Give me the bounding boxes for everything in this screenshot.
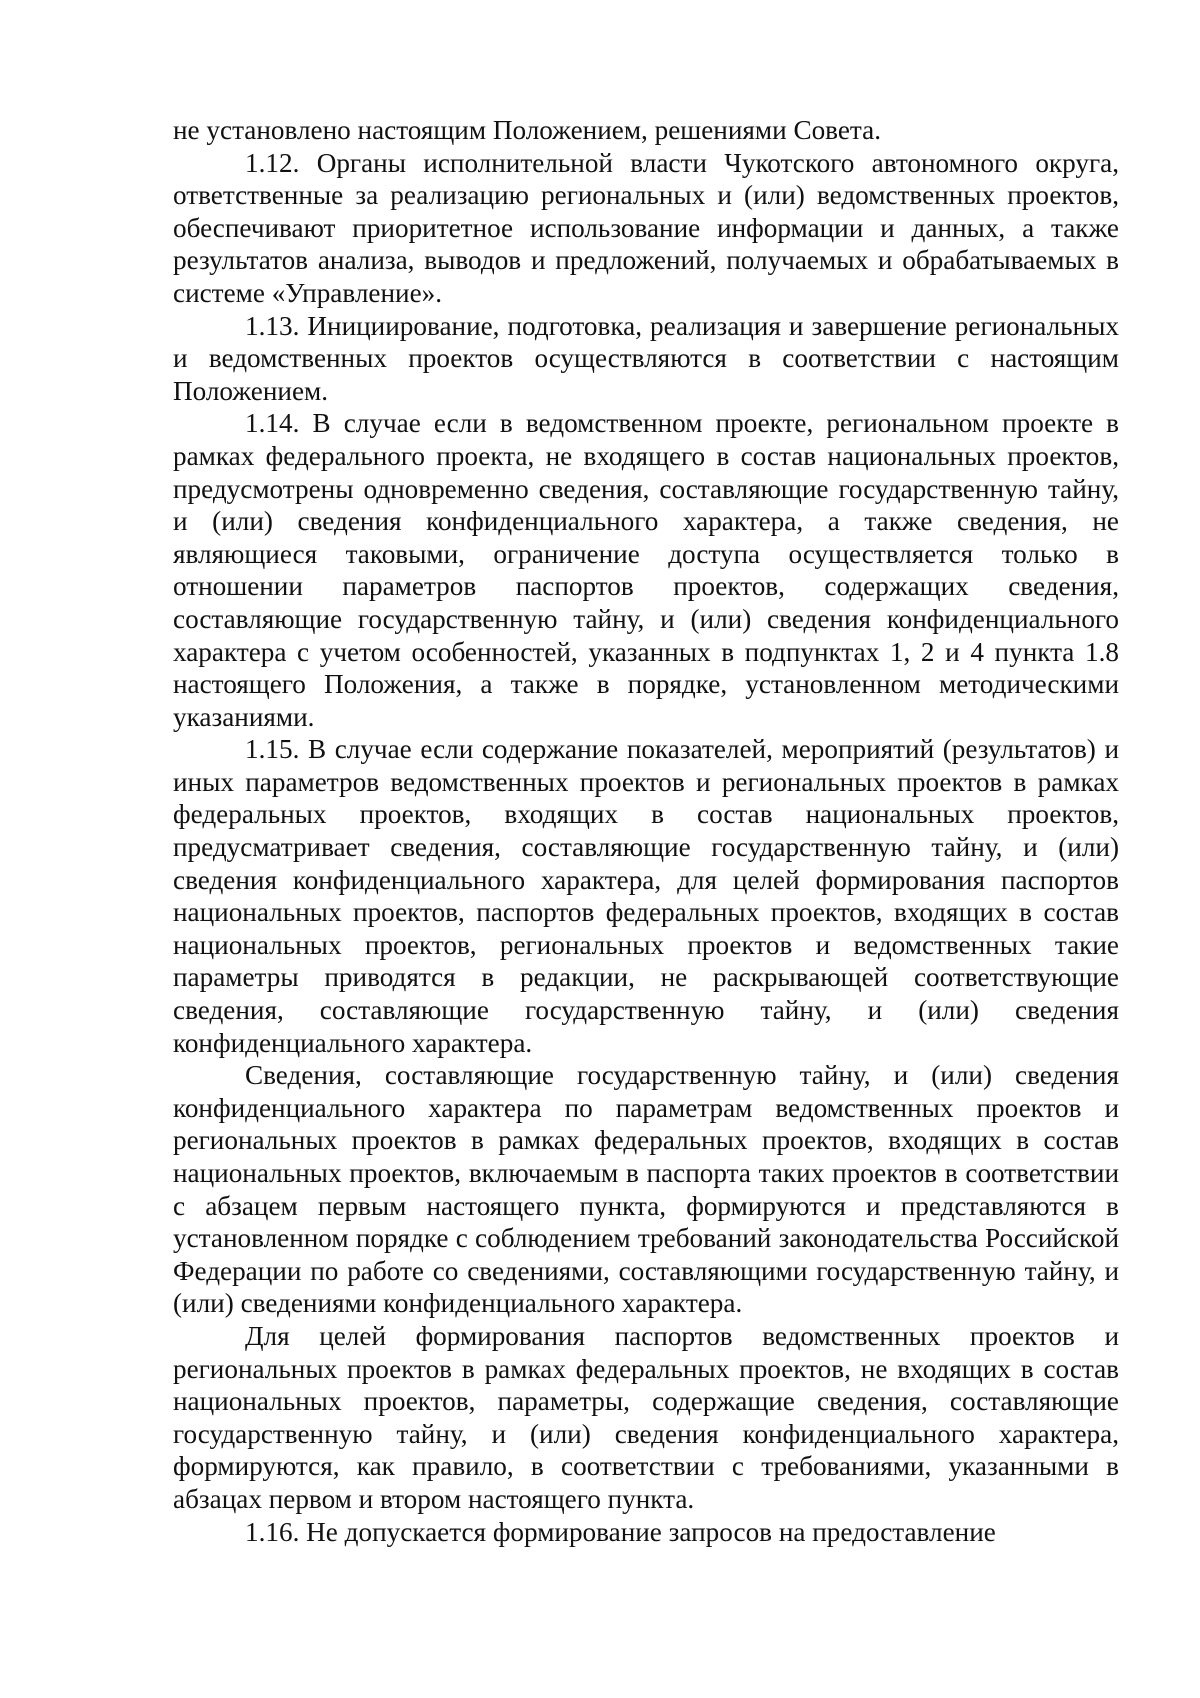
paragraph-1-15-second: Сведения, составляющие государственную тайну, и (или) сведения конфиденциального характера по параметрам ведомственных проектов и региональных проектов в рамках федеральных проектов, входящих в состав национальных проектов, включаемым в паспорта таких проектов в соответствии с абзацем первым настоящего пункта, формируются и представляются в установленном порядке с соблюдением требований законодательства Российской Федерации по работе со сведениями, составляющими государственную тайну, и (или) сведениями конфиденциального характера. bbox=[173, 1060, 1119, 1319]
paragraph-1-15: 1.15. В случае если содержание показателей, мероприятий (результатов) и иных параметров ведомственных проектов и региональных проектов в рамках федеральных проектов, входящих в состав национальных проектов, предусматривает сведения, составляющие государственную тайну, и (или) сведения конфиденциального характера, для целей формирования паспортов национальных проектов, паспортов федеральных проектов, входящих в состав национальных проектов, региональных проектов и ведомственных такие параметры приводятся в редакции, не раскрывающей соответствующие сведения, составляющие государственную тайну, и (или) сведения конфиденциального характера. bbox=[173, 734, 1119, 1058]
paragraph-1-14: 1.14. В случае если в ведомственном проекте, региональном проекте в рамках федерального проекта, не входящего в состав национальных проектов, предусмотрены одновременно сведения, составляющие государственную тайну, и (или) сведения конфиденциального характера, а также сведения, не являющиеся таковыми, ограничение доступа осуществляется только в отношении параметров паспортов проектов, содержащих сведения, составляющие государственную тайну, и (или) сведения конфиденциального характера с учетом особенностей, указанных в подпунктах 1, 2 и 4 пункта 1.8 настоящего Положения, а также в порядке, установленном методическими указаниями. bbox=[173, 408, 1119, 732]
paragraph-continuation: не установлено настоящим Положением, решениями Совета. bbox=[173, 115, 882, 145]
paragraph-1-12: 1.12. Органы исполнительной власти Чукотского автономного округа, ответственные за реализацию региональных и (или) ведомственных проектов, обеспечивают приоритетное использование информации и данных, а также результатов анализа, выводов и предложений, получаемых и обрабатываемых в системе «Управление». bbox=[173, 147, 1119, 308]
paragraph-1-13: 1.13. Инициирование, подготовка, реализация и завершение региональных и ведомственных проектов осуществляются в соответствии с настоящим Положением. bbox=[173, 310, 1119, 406]
paragraph-1-15-third: Для целей формирования паспортов ведомственных проектов и региональных проектов в рамках федеральных проектов, не входящих в состав национальных проектов, параметры, содержащие сведения, составляющие государственную тайну, и (или) сведения конфиденциального характера, формируются, как правило, в соответствии с требованиями, указанными в абзацах первом и втором настоящего пункта. bbox=[173, 1320, 1119, 1514]
document-body bbox=[173, 114, 1119, 1548]
paragraph-1-16: 1.16. Не допускается формирование запросов на предоставление bbox=[245, 1516, 996, 1547]
